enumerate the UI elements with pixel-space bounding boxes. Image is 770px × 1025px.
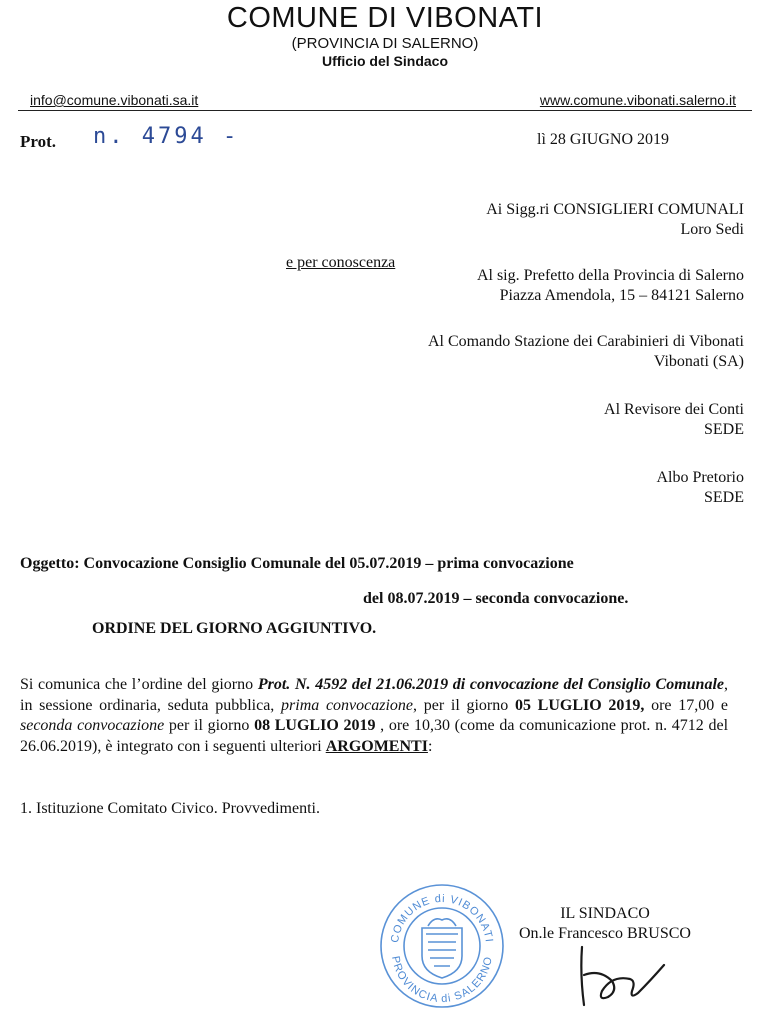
agenda-item: 1. Istituzione Comitato Civico. Provvedimenti. xyxy=(20,800,320,817)
body-text: ore 17,00 e xyxy=(644,696,728,714)
body-text: , per il giorno xyxy=(413,696,515,714)
recipient-line: Al Revisore dei Conti xyxy=(604,401,744,418)
recipient-carabinieri xyxy=(284,332,744,372)
recipient-albo xyxy=(284,468,744,508)
recipient-list xyxy=(284,200,744,534)
body-text: per il giorno xyxy=(164,717,255,734)
header-divider xyxy=(18,110,752,111)
cc-label: e per conoscenza xyxy=(286,254,396,271)
stamp-top-text: COMUNE di VIBONATI xyxy=(388,892,495,944)
website-link[interactable]: www.comune.vibonati.salerno.it xyxy=(539,92,736,108)
recipient-line: Albo Pretorio xyxy=(656,469,744,486)
body-first-date: 05 LUGLIO 2019, xyxy=(514,696,645,714)
signer-title: IL SINDACO xyxy=(560,905,650,922)
email-link[interactable]: info@comune.vibonati.sa.it xyxy=(30,92,199,108)
body-second-date: 08 LUGLIO 2019 xyxy=(254,717,376,734)
body-first-call: prima convocazione xyxy=(281,696,414,714)
protocol-label: Prot. xyxy=(20,132,57,151)
municipality-title: COMUNE DI VIBONATI xyxy=(226,2,544,34)
body-text: Si comunica che l’ordine del giorno xyxy=(20,676,258,693)
agenda-title: ORDINE DEL GIORNO AGGIUNTIVO. xyxy=(92,620,377,637)
body-text: , ore 10,30 (come da comunicazione prot. n. 4712 del 26.06.2019), è integrato con i seguenti ulteriori xyxy=(20,717,729,755)
province-subtitle: (PROVINCIA DI SALERNO) xyxy=(291,35,479,52)
protocol-number: n. 4794 - xyxy=(93,124,240,149)
letter-date: lì 28 GIUGNO 2019 xyxy=(537,131,669,148)
office-name: Ufficio del Sindaco xyxy=(321,53,448,69)
recipient-prefect xyxy=(284,266,744,306)
body-paragraph xyxy=(20,675,728,757)
recipient-line: Al sig. Prefetto della Provincia di Salerno xyxy=(476,267,744,284)
body-text: : xyxy=(427,737,433,755)
recipient-councillors xyxy=(284,200,744,240)
recipient-auditor xyxy=(284,400,744,440)
stamp-bottom-text: PROVINCIA di SALERNO xyxy=(389,955,495,1006)
handwritten-signature xyxy=(560,935,680,1015)
recipient-line: Vibonati (SA) xyxy=(653,353,744,370)
subject-line-1 xyxy=(20,555,574,573)
municipal-stamp xyxy=(378,882,506,1010)
svg-text:PROVINCIA di SALERNO xyxy=(389,955,495,1005)
recipient-line: Al Comando Stazione dei Carabinieri di Vibonati xyxy=(427,333,744,350)
subject-line-2: del 08.07.2019 – seconda convocazione. xyxy=(363,590,629,607)
body-text: , in sessione ordinaria, seduta pubblica, xyxy=(20,676,728,714)
subject-text: : Convocazione Consiglio Comunale del 05.07.2019 – prima convocazione xyxy=(74,555,574,572)
body-argomenti: ARGOMENTI xyxy=(325,737,428,755)
body-ref-prot: Prot. N. 4592 del 21.06.2019 di convocazione del Consiglio Comunale xyxy=(257,676,724,693)
recipient-line: SEDE xyxy=(704,489,744,506)
recipient-line: Loro Sedi xyxy=(680,221,744,238)
recipient-line: Ai Sigg.ri CONSIGLIERI COMUNALI xyxy=(486,201,744,218)
body-second-call: seconda convocazione xyxy=(20,717,165,734)
subject-label: Oggetto xyxy=(20,555,75,572)
signer-name: On.le Francesco BRUSCO xyxy=(519,925,691,942)
recipient-line: Piazza Amendola, 15 – 84121 Salerno xyxy=(499,287,744,304)
recipient-line: SEDE xyxy=(704,421,744,438)
